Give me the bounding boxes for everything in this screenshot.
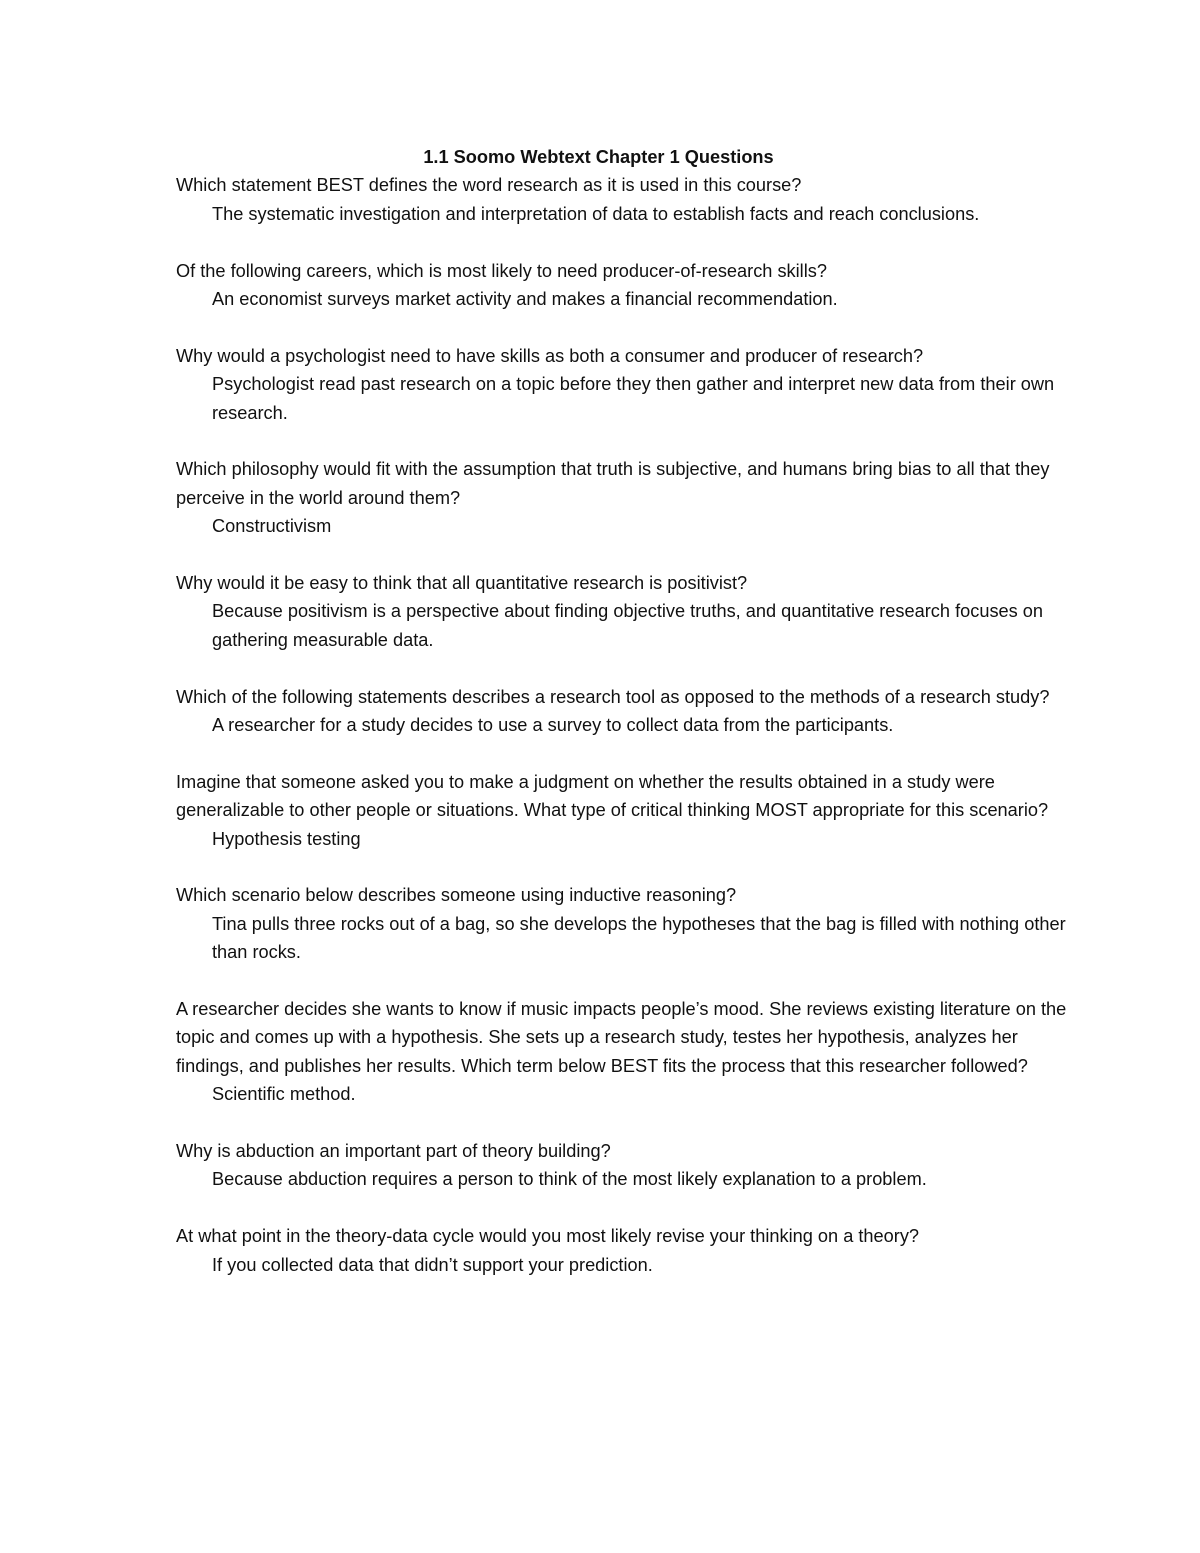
qa-item (176, 171, 1076, 228)
qa-item (176, 1222, 1076, 1279)
answer-text: Tina pulls three rocks out of a bag, so she develops the hypotheses that the bag is filled with nothing other than rocks. (212, 913, 1066, 963)
question-text: Which statement BEST defines the word research as it is used in this course? (176, 175, 802, 196)
qa-item (176, 995, 1076, 1109)
answer-text: Scientific method. (212, 1084, 356, 1105)
answer-text: Because abduction requires a person to think of the most likely explanation to a problem. (212, 1169, 927, 1190)
answer-text: An economist surveys market activity and makes a financial recommendation. (212, 289, 838, 310)
qa-item (176, 455, 1076, 540)
page-title: 1.1 Soomo Webtext Chapter 1 Questions (423, 147, 774, 167)
question-text: Of the following careers, which is most likely to need producer-of-research skills? (176, 260, 827, 281)
question-text: Imagine that someone asked you to make a judgment on whether the results obtained in a study were generalizable to other people or situations. What type of critical thinking MOST appropriate for this scenario? (176, 771, 1049, 821)
question-text: Which of the following statements describes a research tool as opposed to the methods of a research study? (176, 686, 1050, 707)
question-text: A researcher decides she wants to know if music impacts people’s mood. She reviews existing literature on the topic and comes up with a hypothesis. She sets up a research study, testes her hypothesis, analyzes her findings, and publishes her results. Which term below BEST fits the process that this researcher followed? (176, 999, 1067, 1076)
answer-text: Because positivism is a perspective about finding objective truths, and quantitative research focuses on gathering measurable data. (212, 601, 1044, 650)
question-text: Why is abduction an important part of theory building? (176, 1141, 611, 1162)
answer-text: If you collected data that didn’t support your prediction. (212, 1254, 653, 1275)
document-body (176, 143, 1076, 1307)
qa-item (176, 1137, 1076, 1194)
question-text: Why would a psychologist need to have skills as both a consumer and producer of research? (176, 345, 924, 366)
qa-item (176, 342, 1076, 427)
qa-item (176, 881, 1076, 966)
answer-text: Psychologist read past research on a topic before they then gather and interpret new data from their own research. (212, 374, 1055, 423)
qa-item (176, 683, 1076, 740)
question-text: Which scenario below describes someone using inductive reasoning? (176, 885, 737, 906)
answer-text: The systematic investigation and interpretation of data to establish facts and reach conclusions. (212, 203, 980, 224)
question-text: At what point in the theory-data cycle would you most likely revise your thinking on a theory? (176, 1226, 920, 1247)
answer-text: Constructivism (212, 516, 332, 537)
qa-item (176, 257, 1076, 314)
qa-item (176, 768, 1076, 853)
question-text: Why would it be easy to think that all quantitative research is positivist? (176, 573, 748, 594)
qa-item (176, 569, 1076, 654)
answer-text: A researcher for a study decides to use a survey to collect data from the participants. (212, 715, 894, 736)
answer-text: Hypothesis testing (212, 828, 361, 849)
question-text: Which philosophy would fit with the assumption that truth is subjective, and humans bring bias to all that they perceive in the world around them? (176, 459, 1050, 508)
